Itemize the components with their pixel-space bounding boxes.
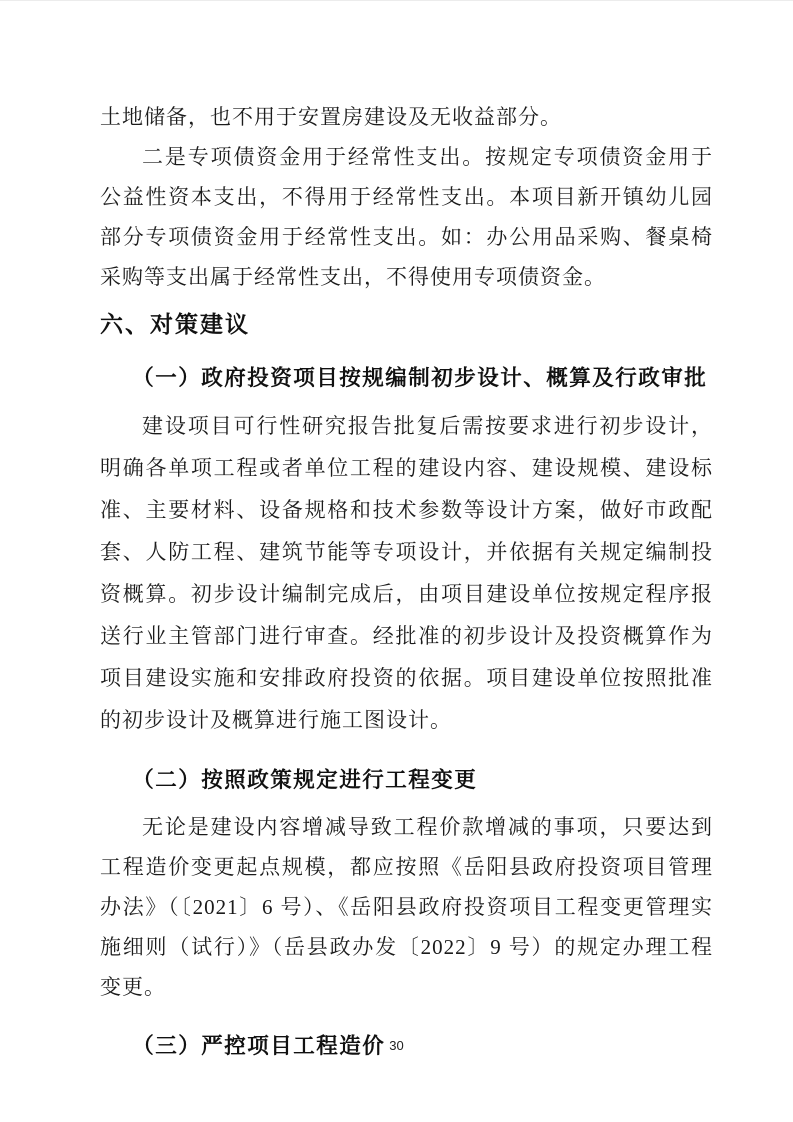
- paragraph-engineering-change: 无论是建设内容增减导致工程价款增减的事项，只要达到工程造价变更起点规模，都应按照《岳阳县政府投资项目管理办法》（〔2021〕6 号）、《岳阳县政府投资项目工程变更管理实施细则（试行）》（岳县政办发〔2022〕9 号）的规定办理工程变更。: [100, 815, 713, 999]
- paragraph-land-reserve-continuation: 土地储备，也不用于安置房建设及无收益部分。: [100, 105, 562, 129]
- subsection-heading-preliminary-design: （一）政府投资项目按规编制初步设计、概算及行政审批: [132, 366, 708, 390]
- page-footer: [0, 1037, 793, 1055]
- page-content: [100, 97, 713, 1061]
- subsection-heading-engineering-change: （二）按照政策规定进行工程变更: [132, 768, 478, 792]
- paragraph-special-bond-spending: 二是专项债资金用于经常性支出。按规定专项债资金用于公益性资本支出，不得用于经常性支出。本项目新开镇幼儿园部分专项债资金用于经常性支出。如：办公用品采购、餐桌椅采购等支出属于经常性支出，不得使用专项债资金。: [100, 145, 713, 289]
- section-heading-countermeasures: 六、对策建议: [100, 311, 250, 337]
- subsection-heading-cost-control: （三）严控项目工程造价: [132, 1034, 386, 1058]
- page-number: 30: [389, 1038, 404, 1053]
- paragraph-preliminary-design: 建设项目可行性研究报告批复后需按要求进行初步设计，明确各单项工程或者单位工程的建设内容、建设规模、建设标准、主要材料、设备规格和技术参数等设计方案，做好市政配套、人防工程、建筑节能等专项设计，并依据有关规定编制投资概算。初步设计编制完成后，由项目建设单位按规定程序报送行业主管部门进行审查。经批准的初步设计及投资概算作为项目建设实施和安排政府投资的依据。项目建设单位按照批准的初步设计及概算进行施工图设计。: [100, 414, 713, 732]
